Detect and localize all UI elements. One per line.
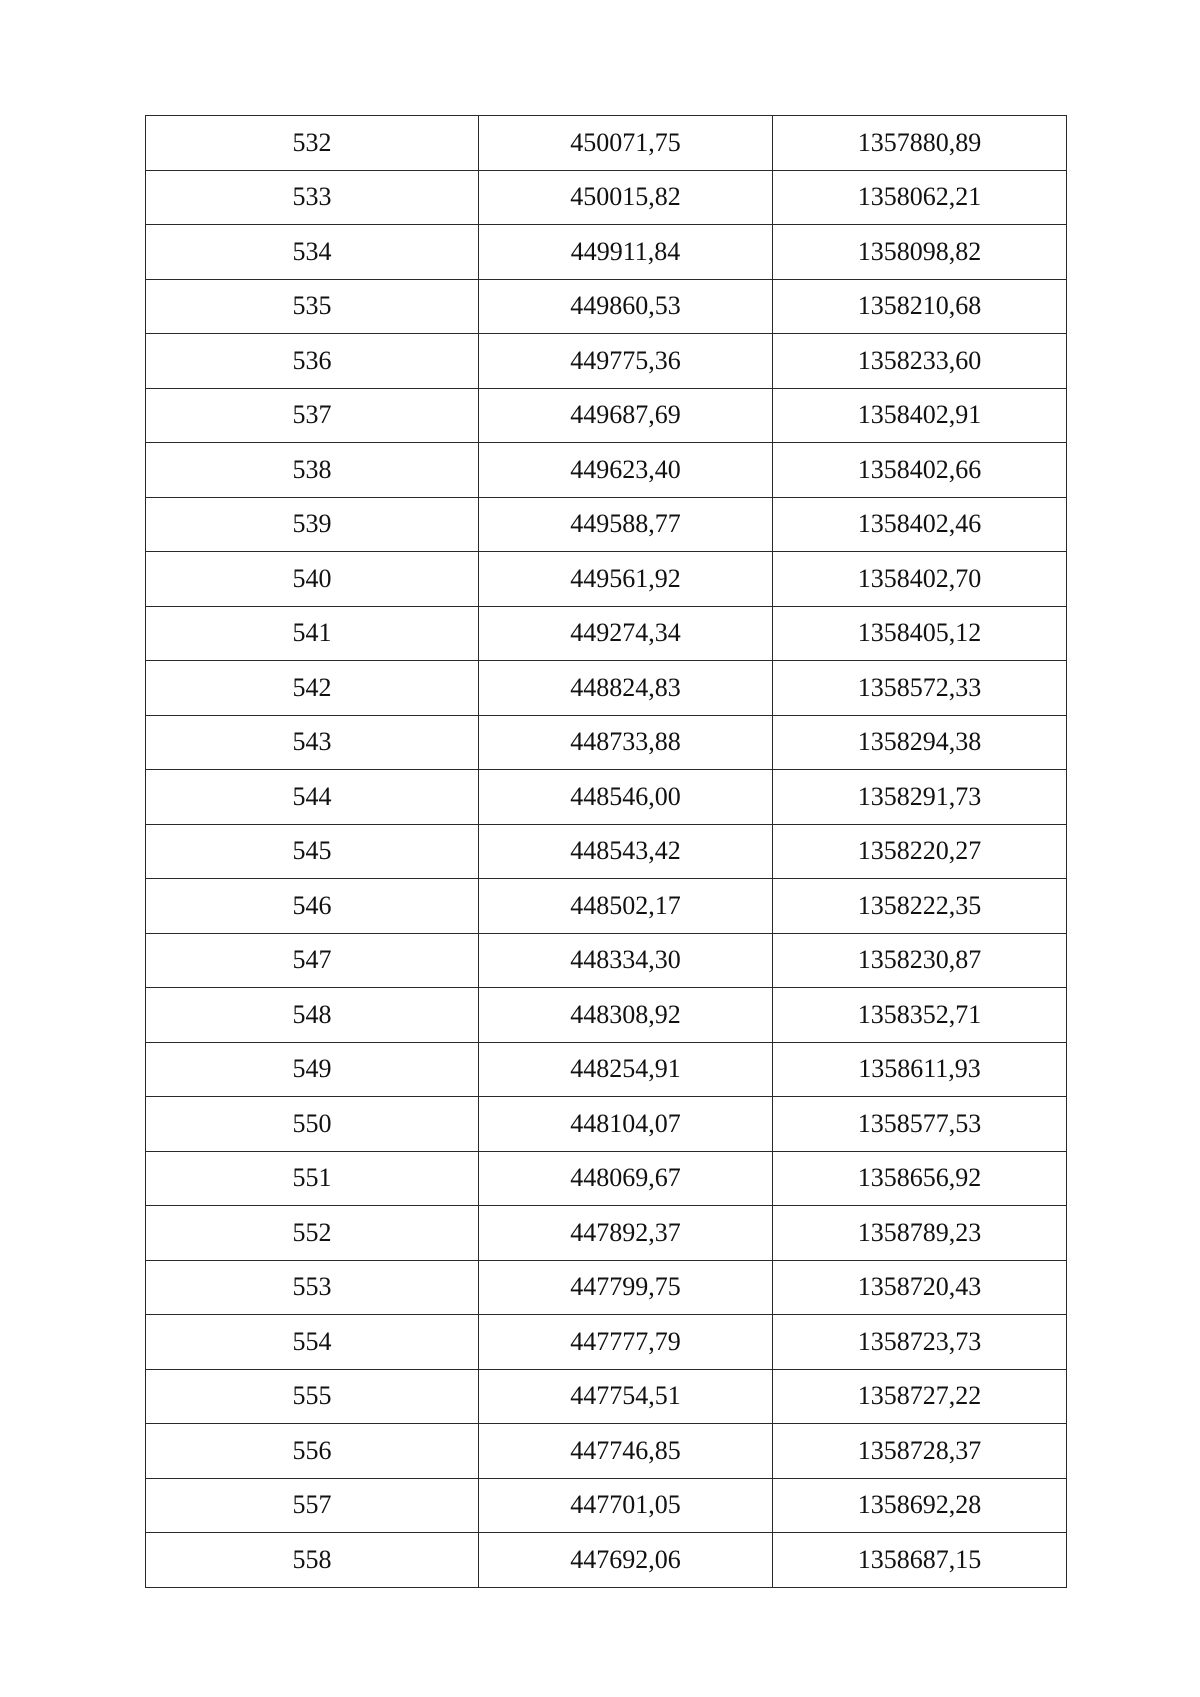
x-coordinate-cell: 448308,92 [479, 988, 773, 1043]
y-coordinate-cell: 1358720,43 [773, 1260, 1067, 1315]
point-number-cell: 549 [146, 1042, 479, 1097]
x-coordinate-cell: 449911,84 [479, 225, 773, 280]
x-coordinate-cell: 448502,17 [479, 879, 773, 934]
x-coordinate-cell: 448824,83 [479, 661, 773, 716]
y-coordinate-cell: 1358220,27 [773, 824, 1067, 879]
x-coordinate-cell: 449775,36 [479, 334, 773, 389]
y-coordinate-cell: 1358789,23 [773, 1206, 1067, 1261]
y-coordinate-cell: 1357880,89 [773, 116, 1067, 171]
table-row [146, 170, 1067, 225]
point-number-cell: 532 [146, 116, 479, 171]
table-row [146, 497, 1067, 552]
point-number-cell: 548 [146, 988, 479, 1043]
x-coordinate-cell: 448254,91 [479, 1042, 773, 1097]
point-number-cell: 557 [146, 1478, 479, 1533]
x-coordinate-cell: 449274,34 [479, 606, 773, 661]
table-row [146, 1260, 1067, 1315]
point-number-cell: 547 [146, 933, 479, 988]
y-coordinate-cell: 1358352,71 [773, 988, 1067, 1043]
x-coordinate-cell: 447799,75 [479, 1260, 773, 1315]
point-number-cell: 538 [146, 443, 479, 498]
y-coordinate-cell: 1358405,12 [773, 606, 1067, 661]
table-row [146, 279, 1067, 334]
y-coordinate-cell: 1358062,21 [773, 170, 1067, 225]
y-coordinate-cell: 1358402,46 [773, 497, 1067, 552]
point-number-cell: 535 [146, 279, 479, 334]
coordinates-table-body [146, 116, 1067, 1588]
table-row [146, 552, 1067, 607]
x-coordinate-cell: 448334,30 [479, 933, 773, 988]
x-coordinate-cell: 449687,69 [479, 388, 773, 443]
table-row [146, 443, 1067, 498]
point-number-cell: 553 [146, 1260, 479, 1315]
y-coordinate-cell: 1358656,92 [773, 1151, 1067, 1206]
y-coordinate-cell: 1358402,91 [773, 388, 1067, 443]
point-number-cell: 546 [146, 879, 479, 934]
x-coordinate-cell: 447777,79 [479, 1315, 773, 1370]
table-row [146, 824, 1067, 879]
table-row [146, 1097, 1067, 1152]
table-row [146, 770, 1067, 825]
x-coordinate-cell: 447892,37 [479, 1206, 773, 1261]
x-coordinate-cell: 447701,05 [479, 1478, 773, 1533]
y-coordinate-cell: 1358572,33 [773, 661, 1067, 716]
table-row [146, 1478, 1067, 1533]
point-number-cell: 539 [146, 497, 479, 552]
x-coordinate-cell: 450015,82 [479, 170, 773, 225]
point-number-cell: 536 [146, 334, 479, 389]
table-row [146, 1151, 1067, 1206]
table-row [146, 1042, 1067, 1097]
table-row [146, 1369, 1067, 1424]
x-coordinate-cell: 449588,77 [479, 497, 773, 552]
y-coordinate-cell: 1358728,37 [773, 1424, 1067, 1479]
x-coordinate-cell: 447754,51 [479, 1369, 773, 1424]
coordinates-table [145, 115, 1067, 1588]
x-coordinate-cell: 448104,07 [479, 1097, 773, 1152]
table-row [146, 1424, 1067, 1479]
point-number-cell: 543 [146, 715, 479, 770]
point-number-cell: 534 [146, 225, 479, 280]
y-coordinate-cell: 1358402,70 [773, 552, 1067, 607]
table-row [146, 661, 1067, 716]
point-number-cell: 533 [146, 170, 479, 225]
table-row [146, 1206, 1067, 1261]
table-row [146, 116, 1067, 171]
point-number-cell: 554 [146, 1315, 479, 1370]
point-number-cell: 544 [146, 770, 479, 825]
x-coordinate-cell: 450071,75 [479, 116, 773, 171]
y-coordinate-cell: 1358294,38 [773, 715, 1067, 770]
point-number-cell: 558 [146, 1533, 479, 1588]
y-coordinate-cell: 1358233,60 [773, 334, 1067, 389]
table-row [146, 1315, 1067, 1370]
x-coordinate-cell: 448543,42 [479, 824, 773, 879]
point-number-cell: 556 [146, 1424, 479, 1479]
point-number-cell: 537 [146, 388, 479, 443]
y-coordinate-cell: 1358230,87 [773, 933, 1067, 988]
y-coordinate-cell: 1358577,53 [773, 1097, 1067, 1152]
y-coordinate-cell: 1358222,35 [773, 879, 1067, 934]
y-coordinate-cell: 1358727,22 [773, 1369, 1067, 1424]
y-coordinate-cell: 1358210,68 [773, 279, 1067, 334]
x-coordinate-cell: 448546,00 [479, 770, 773, 825]
x-coordinate-cell: 448069,67 [479, 1151, 773, 1206]
y-coordinate-cell: 1358098,82 [773, 225, 1067, 280]
x-coordinate-cell: 449561,92 [479, 552, 773, 607]
point-number-cell: 540 [146, 552, 479, 607]
point-number-cell: 552 [146, 1206, 479, 1261]
y-coordinate-cell: 1358402,66 [773, 443, 1067, 498]
y-coordinate-cell: 1358291,73 [773, 770, 1067, 825]
table-row [146, 933, 1067, 988]
point-number-cell: 541 [146, 606, 479, 661]
y-coordinate-cell: 1358687,15 [773, 1533, 1067, 1588]
y-coordinate-cell: 1358723,73 [773, 1315, 1067, 1370]
point-number-cell: 551 [146, 1151, 479, 1206]
x-coordinate-cell: 447746,85 [479, 1424, 773, 1479]
table-row [146, 715, 1067, 770]
y-coordinate-cell: 1358611,93 [773, 1042, 1067, 1097]
table-row [146, 225, 1067, 280]
point-number-cell: 550 [146, 1097, 479, 1152]
table-row [146, 988, 1067, 1043]
x-coordinate-cell: 449623,40 [479, 443, 773, 498]
point-number-cell: 555 [146, 1369, 479, 1424]
table-row [146, 1533, 1067, 1588]
table-row [146, 334, 1067, 389]
y-coordinate-cell: 1358692,28 [773, 1478, 1067, 1533]
table-row [146, 606, 1067, 661]
point-number-cell: 542 [146, 661, 479, 716]
table-row [146, 388, 1067, 443]
table-row [146, 879, 1067, 934]
x-coordinate-cell: 447692,06 [479, 1533, 773, 1588]
x-coordinate-cell: 449860,53 [479, 279, 773, 334]
x-coordinate-cell: 448733,88 [479, 715, 773, 770]
point-number-cell: 545 [146, 824, 479, 879]
